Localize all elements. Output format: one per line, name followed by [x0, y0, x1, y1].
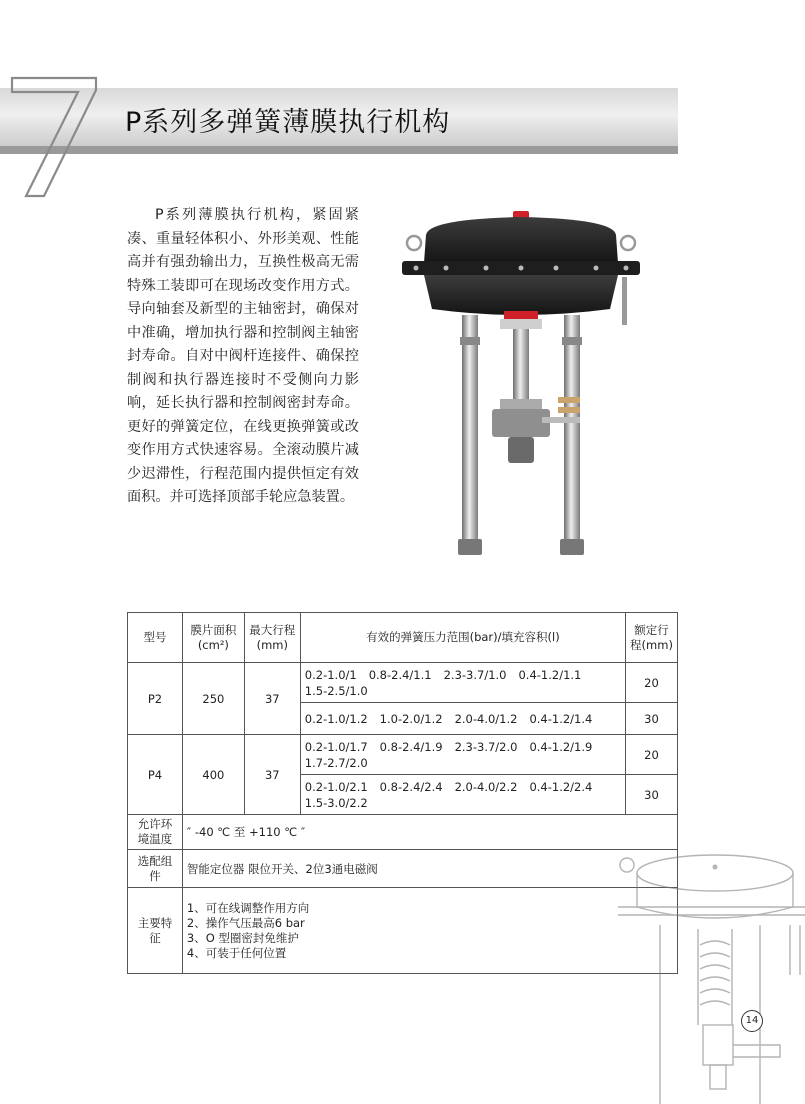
feature-item: 2、操作气压最高6 bar — [186, 915, 305, 930]
actuator-line-drawing — [600, 845, 805, 1104]
rated-cell: 20 — [626, 735, 678, 775]
header-model: 型号 — [128, 613, 183, 663]
table-row — [128, 815, 678, 850]
header-spring-range: 有效的弹簧压力范围(bar)/填充容积(l) — [300, 613, 625, 663]
table-header-row — [128, 613, 678, 663]
features-label: 主要特征 — [128, 888, 183, 974]
spring-value: 0.2-1.0/1 — [304, 667, 357, 682]
rated-cell: 30 — [626, 775, 678, 815]
model-cell: P4 — [128, 735, 183, 815]
spring-value: 0.4-1.2/1.1 — [518, 667, 582, 682]
options-value: 智能定位器 限位开关、2位3通电磁阀 — [182, 850, 677, 888]
spring-value: 1.5-2.5/1.0 — [304, 683, 368, 698]
rated-cell: 30 — [626, 703, 678, 735]
env-temp-value: ″ -40 ℃ 至 +110 ℃ ″ — [182, 815, 677, 850]
spring-value: 2.0-4.0/1.2 — [454, 711, 518, 726]
header-max-stroke: 最大行程(mm) — [244, 613, 300, 663]
stroke-cell: 37 — [244, 663, 300, 735]
spring-values-cell — [300, 775, 625, 815]
area-cell: 400 — [182, 735, 244, 815]
spring-values-cell — [300, 663, 625, 703]
spring-value: 0.8-2.4/1.1 — [368, 667, 432, 682]
spring-value: 0.2-1.0/1.2 — [304, 711, 368, 726]
spring-value: 0.4-1.2/1.9 — [529, 739, 593, 754]
table-row — [128, 850, 678, 888]
spring-value: 1.5-3.0/2.2 — [304, 795, 368, 810]
options-label: 选配组件 — [128, 850, 183, 888]
feature-item: 3、O 型圈密封免维护 — [186, 930, 299, 945]
section-number-outline — [4, 50, 104, 200]
header-rated-stroke: 额定行程(mm) — [626, 613, 678, 663]
spring-value: 0.4-1.2/2.4 — [529, 779, 593, 794]
spring-value: 0.2-1.0/2.1 — [304, 779, 368, 794]
page-number: 14 — [741, 1010, 763, 1032]
spring-value: 0.8-2.4/2.4 — [379, 779, 443, 794]
stroke-cell: 37 — [244, 735, 300, 815]
spring-value: 0.8-2.4/1.9 — [379, 739, 443, 754]
env-temp-label: 允许环境温度 — [128, 815, 183, 850]
feature-item: 1、可在线调整作用方向 — [186, 900, 310, 915]
spring-value: 1.7-2.7/2.0 — [304, 755, 368, 770]
intro-paragraph: P系列薄膜执行机构，紧固紧凑、重量轻体积小、外形美观、性能高并有强劲输出力，互换性极高无需特殊工装即可在现场改变作用方式。导向轴套及新型的主轴密封，确保对中准确，增加执行器和控制阀主轴密封寿命。自对中阀杆连接件、确保控制阀和执行器连接时不受侧向力影响，延长执行器和控制阀密封寿命。更好的弹簧定位，在线更换弹簧或改变作用方式快速容易。全滚动膜片减少迟滞性，行程范围内提供恒定有效面积。并可选择顶部手轮应急装置。 — [127, 207, 359, 505]
table-row — [128, 735, 678, 775]
actuator-product-image — [396, 205, 646, 565]
table-row — [128, 663, 678, 703]
spring-value: 1.0-2.0/1.2 — [379, 711, 443, 726]
spring-value: 2.0-4.0/2.2 — [454, 779, 518, 794]
feature-item: 4、可装于任何位置 — [186, 945, 287, 960]
header-area: 膜片面积(cm²) — [182, 613, 244, 663]
table-row — [128, 888, 678, 974]
spring-value: 0.2-1.0/1.7 — [304, 739, 368, 754]
spring-value: 2.3-3.7/2.0 — [454, 739, 518, 754]
spring-value: 2.3-3.7/1.0 — [443, 667, 507, 682]
model-cell: P2 — [128, 663, 183, 735]
spec-table — [127, 612, 678, 974]
spring-value: 0.4-1.2/1.4 — [529, 711, 593, 726]
area-cell: 250 — [182, 663, 244, 735]
page-title: P系列多弹簧薄膜执行机构 — [125, 107, 451, 138]
spring-values-cell — [300, 735, 625, 775]
spring-values-cell — [300, 703, 625, 735]
rated-cell: 20 — [626, 663, 678, 703]
